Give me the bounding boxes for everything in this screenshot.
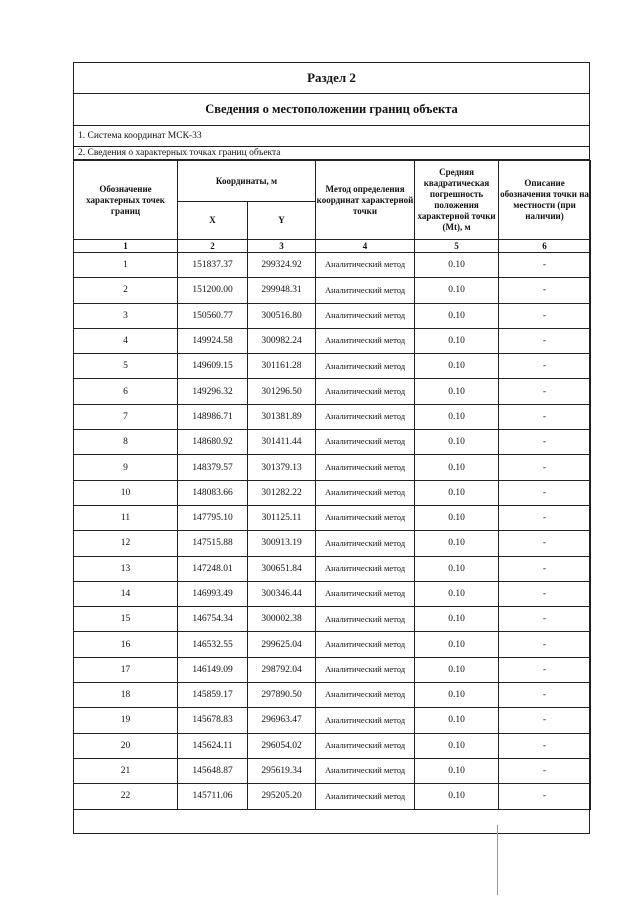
point-number-cell: 2 [74,278,178,303]
header-coords: Координаты, м [178,161,316,202]
header-description: Описание обозначения точки на местности (при наличии) [499,161,591,240]
y-coordinate-cell: 299948.31 [248,278,316,303]
description-cell: - [499,303,591,328]
x-coordinate-cell: 149924.58 [178,328,248,353]
description-cell: - [499,430,591,455]
header-point: Обозначение характерных точек границ [74,161,178,240]
error-cell: 0.10 [415,581,499,606]
description-cell: - [499,379,591,404]
point-number-cell: 19 [74,708,178,733]
y-coordinate-cell: 295205.20 [248,784,316,809]
point-number-cell: 14 [74,581,178,606]
column-numbers-row [74,240,591,253]
table-row [74,354,591,379]
y-coordinate-cell: 300913.19 [248,531,316,556]
coord-system-line: 1. Система координат МСК-33 [74,126,589,147]
y-coordinate-cell: 296054.02 [248,733,316,758]
x-coordinate-cell: 145859.17 [178,683,248,708]
error-cell: 0.10 [415,758,499,783]
y-coordinate-cell: 299324.92 [248,253,316,278]
x-coordinate-cell: 147248.01 [178,556,248,581]
table-body [74,253,591,810]
error-cell: 0.10 [415,480,499,505]
x-coordinate-cell: 148379.57 [178,455,248,480]
method-cell: Аналитический метод [316,531,415,556]
method-cell: Аналитический метод [316,480,415,505]
header-y: Y [248,202,316,240]
point-number-cell: 4 [74,328,178,353]
table-row [74,581,591,606]
point-number-cell: 7 [74,404,178,429]
y-coordinate-cell: 300346.44 [248,581,316,606]
document-frame [73,62,590,834]
y-coordinate-cell: 297890.50 [248,683,316,708]
x-coordinate-cell: 145678.83 [178,708,248,733]
description-cell: - [499,784,591,809]
error-cell: 0.10 [415,505,499,530]
section-title: Раздел 2 [74,63,589,94]
error-cell: 0.10 [415,303,499,328]
method-cell: Аналитический метод [316,253,415,278]
x-coordinate-cell: 145624.11 [178,733,248,758]
error-cell: 0.10 [415,556,499,581]
table-row [74,455,591,480]
method-cell: Аналитический метод [316,556,415,581]
description-cell: - [499,708,591,733]
method-cell: Аналитический метод [316,303,415,328]
point-number-cell: 22 [74,784,178,809]
description-cell: - [499,556,591,581]
column-number: 4 [316,240,415,253]
table-row [74,708,591,733]
point-number-cell: 11 [74,505,178,530]
error-cell: 0.10 [415,683,499,708]
y-coordinate-cell: 301379.13 [248,455,316,480]
y-coordinate-cell: 301296.50 [248,379,316,404]
y-coordinate-cell: 300516.80 [248,303,316,328]
method-cell: Аналитический метод [316,607,415,632]
column-number: 3 [248,240,316,253]
table-row [74,404,591,429]
y-coordinate-cell: 301282.22 [248,480,316,505]
method-cell: Аналитический метод [316,657,415,682]
point-number-cell: 8 [74,430,178,455]
point-number-cell: 12 [74,531,178,556]
method-cell: Аналитический метод [316,708,415,733]
column-number: 6 [499,240,591,253]
point-number-cell: 20 [74,733,178,758]
x-coordinate-cell: 146532.55 [178,632,248,657]
x-coordinate-cell: 145711.06 [178,784,248,809]
method-cell: Аналитический метод [316,354,415,379]
description-cell: - [499,253,591,278]
section-subtitle: Сведения о местоположении границ объекта [74,94,589,126]
x-coordinate-cell: 148986.71 [178,404,248,429]
error-cell: 0.10 [415,328,499,353]
description-cell: - [499,657,591,682]
error-cell: 0.10 [415,607,499,632]
x-coordinate-cell: 150560.77 [178,303,248,328]
method-cell: Аналитический метод [316,632,415,657]
points-info-line: 2. Сведения о характерных точках границ объекта [74,147,589,160]
error-cell: 0.10 [415,404,499,429]
method-cell: Аналитический метод [316,733,415,758]
description-cell: - [499,480,591,505]
y-coordinate-cell: 299625.04 [248,632,316,657]
error-cell: 0.10 [415,733,499,758]
point-number-cell: 18 [74,683,178,708]
header-error: Средняя квадратическая погрешность положения характерной точки (Mt), м [415,161,499,240]
table-footer-strip [74,817,589,833]
method-cell: Аналитический метод [316,683,415,708]
y-coordinate-cell: 295619.34 [248,758,316,783]
x-coordinate-cell: 147795.10 [178,505,248,530]
error-cell: 0.10 [415,708,499,733]
x-coordinate-cell: 149296.32 [178,379,248,404]
boundary-points-table [73,160,591,810]
table-row [74,278,591,303]
y-coordinate-cell: 301411.44 [248,430,316,455]
table-row [74,657,591,682]
description-cell: - [499,404,591,429]
point-number-cell: 10 [74,480,178,505]
error-cell: 0.10 [415,531,499,556]
x-coordinate-cell: 146754.34 [178,607,248,632]
x-coordinate-cell: 146149.09 [178,657,248,682]
description-cell: - [499,758,591,783]
description-cell: - [499,328,591,353]
description-cell: - [499,531,591,556]
description-cell: - [499,683,591,708]
x-coordinate-cell: 145648.87 [178,758,248,783]
y-coordinate-cell: 300002.38 [248,607,316,632]
error-cell: 0.10 [415,278,499,303]
x-coordinate-cell: 149609.15 [178,354,248,379]
error-cell: 0.10 [415,632,499,657]
point-number-cell: 17 [74,657,178,682]
point-number-cell: 13 [74,556,178,581]
x-coordinate-cell: 146993.49 [178,581,248,606]
table-row [74,505,591,530]
table-row [74,379,591,404]
point-number-cell: 6 [74,379,178,404]
table-row [74,607,591,632]
header-x: X [178,202,248,240]
table-row [74,531,591,556]
x-coordinate-cell: 151837.37 [178,253,248,278]
table-row [74,733,591,758]
header-method: Метод определения координат характерной точки [316,161,415,240]
y-coordinate-cell: 300982.24 [248,328,316,353]
description-cell: - [499,354,591,379]
x-coordinate-cell: 147515.88 [178,531,248,556]
table-row [74,328,591,353]
error-cell: 0.10 [415,253,499,278]
column-number: 5 [415,240,499,253]
point-number-cell: 21 [74,758,178,783]
description-cell: - [499,278,591,303]
table-row [74,758,591,783]
method-cell: Аналитический метод [316,379,415,404]
table-row [74,480,591,505]
method-cell: Аналитический метод [316,455,415,480]
margin-scan-mark [497,825,498,895]
point-number-cell: 16 [74,632,178,657]
point-number-cell: 1 [74,253,178,278]
table-row [74,632,591,657]
method-cell: Аналитический метод [316,430,415,455]
description-cell: - [499,733,591,758]
table-row [74,556,591,581]
error-cell: 0.10 [415,784,499,809]
error-cell: 0.10 [415,379,499,404]
point-number-cell: 15 [74,607,178,632]
method-cell: Аналитический метод [316,278,415,303]
table-row [74,253,591,278]
error-cell: 0.10 [415,354,499,379]
y-coordinate-cell: 298792.04 [248,657,316,682]
method-cell: Аналитический метод [316,758,415,783]
method-cell: Аналитический метод [316,328,415,353]
error-cell: 0.10 [415,430,499,455]
description-cell: - [499,455,591,480]
method-cell: Аналитический метод [316,581,415,606]
table-row [74,784,591,809]
error-cell: 0.10 [415,455,499,480]
table-row [74,303,591,328]
column-number: 1 [74,240,178,253]
description-cell: - [499,581,591,606]
y-coordinate-cell: 301125.11 [248,505,316,530]
description-cell: - [499,632,591,657]
x-coordinate-cell: 151200.00 [178,278,248,303]
table-row [74,683,591,708]
y-coordinate-cell: 296963.47 [248,708,316,733]
y-coordinate-cell: 300651.84 [248,556,316,581]
point-number-cell: 9 [74,455,178,480]
point-number-cell: 5 [74,354,178,379]
method-cell: Аналитический метод [316,404,415,429]
table-row [74,430,591,455]
description-cell: - [499,607,591,632]
error-cell: 0.10 [415,657,499,682]
y-coordinate-cell: 301161.28 [248,354,316,379]
x-coordinate-cell: 148680.92 [178,430,248,455]
y-coordinate-cell: 301381.89 [248,404,316,429]
x-coordinate-cell: 148083.66 [178,480,248,505]
method-cell: Аналитический метод [316,505,415,530]
method-cell: Аналитический метод [316,784,415,809]
description-cell: - [499,505,591,530]
point-number-cell: 3 [74,303,178,328]
column-number: 2 [178,240,248,253]
